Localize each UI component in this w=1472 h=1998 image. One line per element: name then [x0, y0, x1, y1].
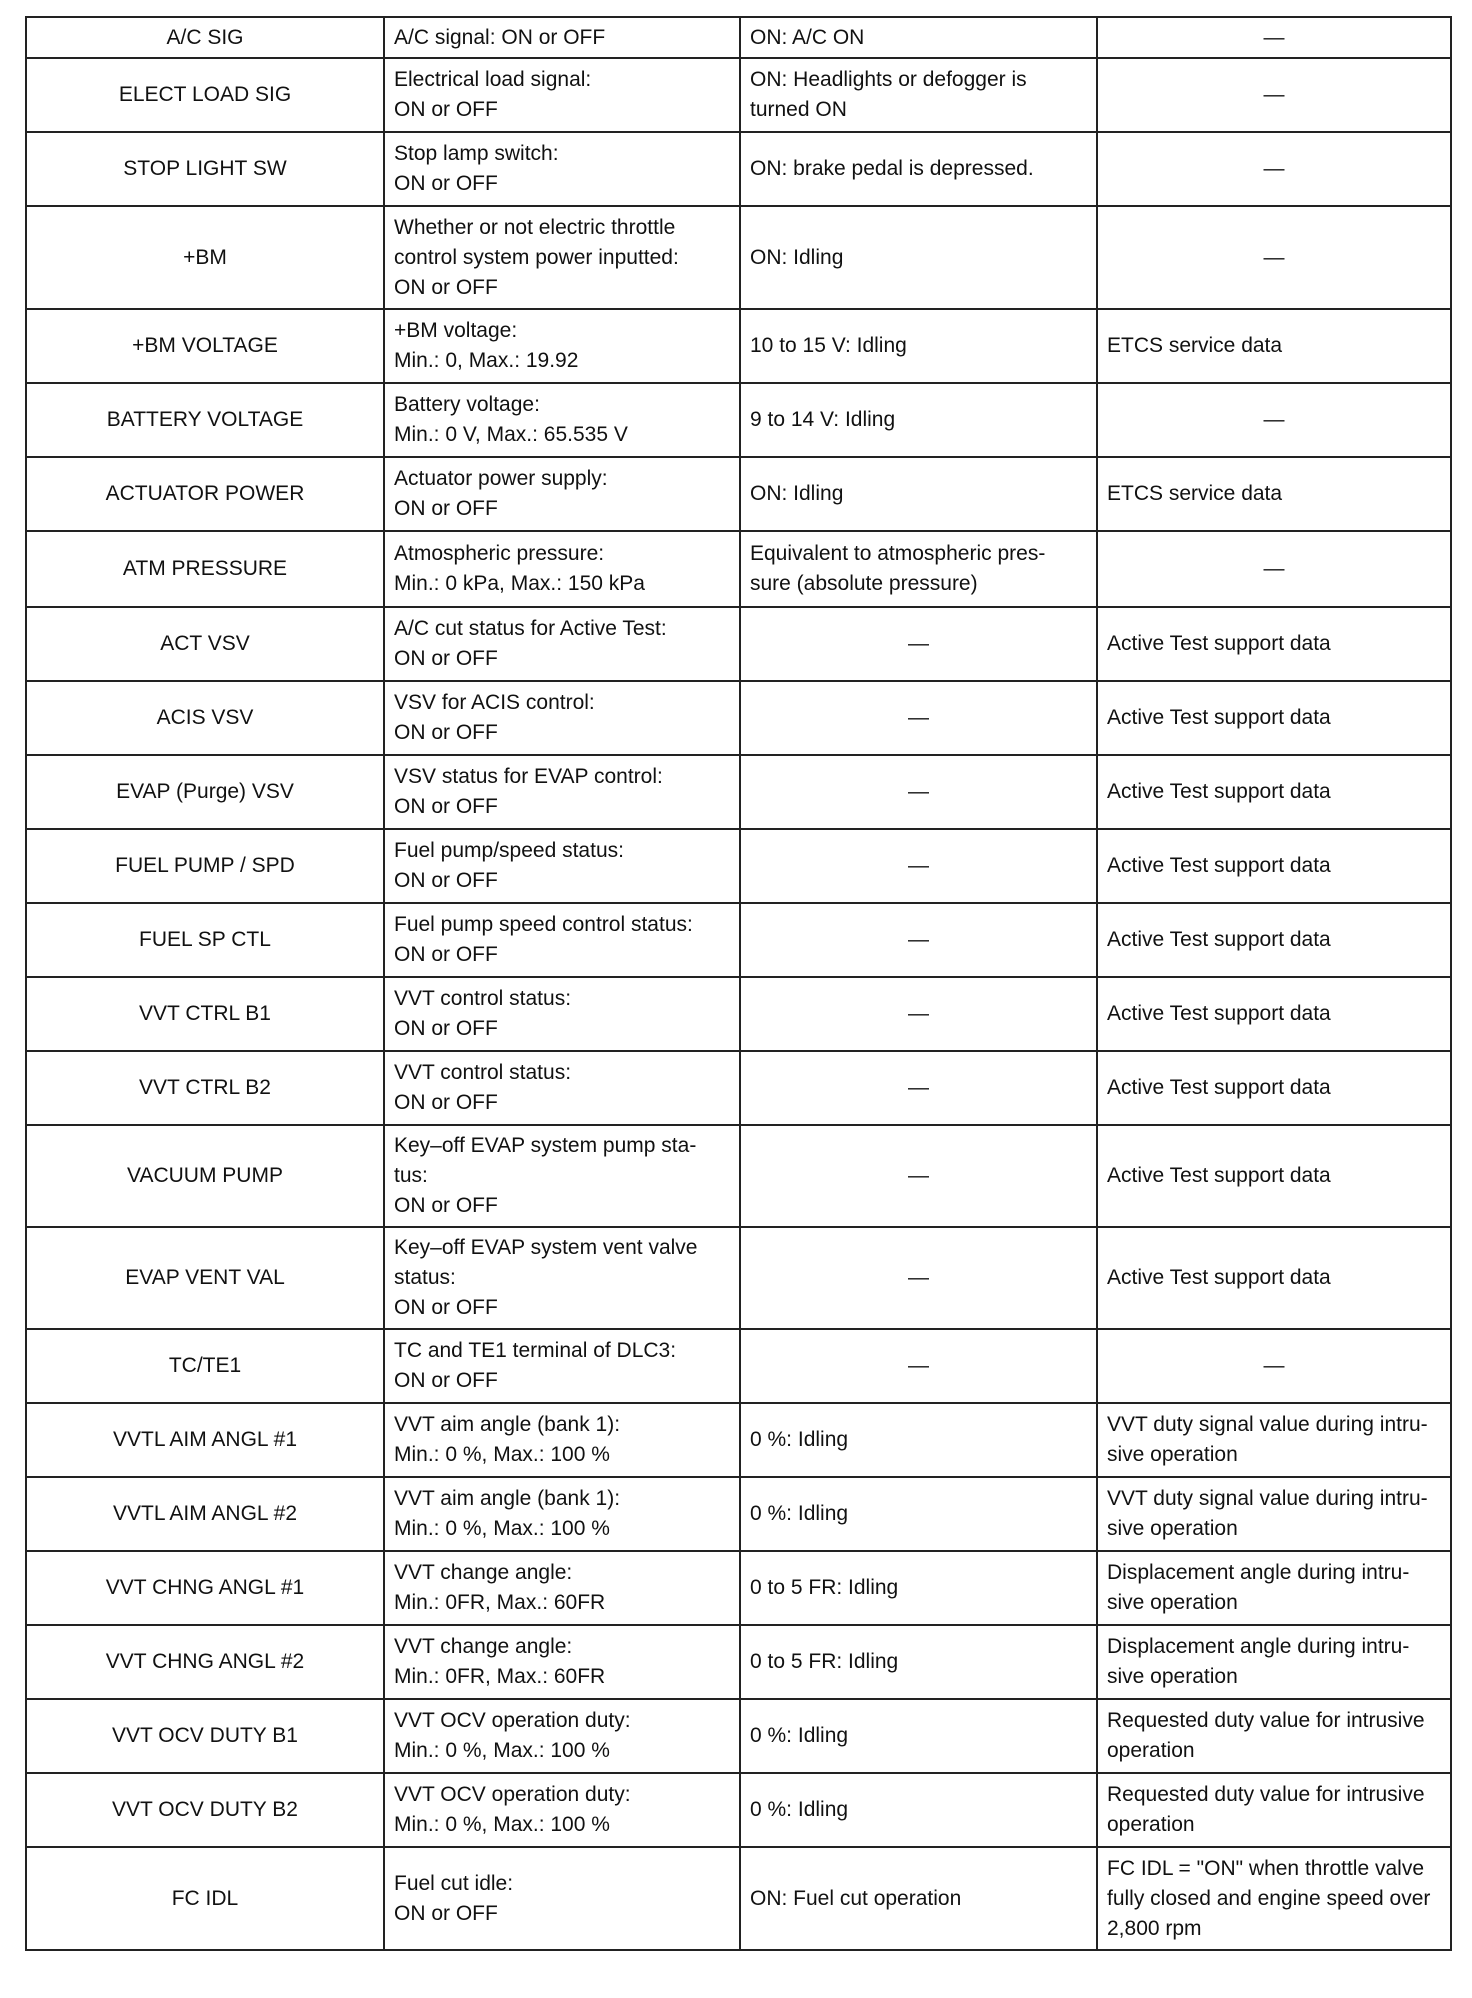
measurement-cell: VSV status for EVAP control: ON or OFF [384, 755, 740, 829]
measurement-cell: +BM voltage: Min.: 0, Max.: 19.92 [384, 309, 740, 383]
item-name-cell: FUEL SP CTL [26, 903, 384, 977]
table-row [26, 1125, 1451, 1227]
table-row [26, 977, 1451, 1051]
item-name-cell: VVT CTRL B1 [26, 977, 384, 1051]
normal-condition-cell: 10 to 15 V: Idling [740, 309, 1097, 383]
item-name-cell: A/C SIG [26, 17, 384, 58]
data-list-table [25, 16, 1452, 1951]
diagnostic-note-cell: VVT duty signal value during intru- sive operation [1097, 1403, 1451, 1477]
normal-condition-cell: — [740, 977, 1097, 1051]
measurement-cell: VVT aim angle (bank 1): Min.: 0 %, Max.: 100 % [384, 1403, 740, 1477]
normal-condition-cell: ON: Idling [740, 457, 1097, 531]
table-row [26, 309, 1451, 383]
table-row [26, 531, 1451, 607]
table-row [26, 1699, 1451, 1773]
data-list-sheet [25, 16, 1450, 1951]
item-name-cell: VVT OCV DUTY B2 [26, 1773, 384, 1847]
item-name-cell: VVTL AIM ANGL #1 [26, 1403, 384, 1477]
diagnostic-note-cell: ETCS service data [1097, 457, 1451, 531]
measurement-cell: Actuator power supply: ON or OFF [384, 457, 740, 531]
measurement-cell: Fuel pump/speed status: ON or OFF [384, 829, 740, 903]
normal-condition-cell: — [740, 1051, 1097, 1125]
measurement-cell: Atmospheric pressure: Min.: 0 kPa, Max.: 150 kPa [384, 531, 740, 607]
measurement-cell: VSV for ACIS control: ON or OFF [384, 681, 740, 755]
item-name-cell: ATM PRESSURE [26, 531, 384, 607]
diagnostic-note-cell: Active Test support data [1097, 1227, 1451, 1329]
table-row [26, 1773, 1451, 1847]
diagnostic-note-cell: — [1097, 1329, 1451, 1403]
diagnostic-note-cell: FC IDL = "ON" when throttle valve fully closed and engine speed over 2,800 rpm [1097, 1847, 1451, 1950]
item-name-cell: ACIS VSV [26, 681, 384, 755]
table-row [26, 607, 1451, 681]
measurement-cell: VVT aim angle (bank 1): Min.: 0 %, Max.: 100 % [384, 1477, 740, 1551]
item-name-cell: +BM VOLTAGE [26, 309, 384, 383]
normal-condition-cell: 9 to 14 V: Idling [740, 383, 1097, 457]
normal-condition-cell: 0 %: Idling [740, 1403, 1097, 1477]
normal-condition-cell: — [740, 1125, 1097, 1227]
table-row [26, 1477, 1451, 1551]
measurement-cell: VVT control status: ON or OFF [384, 1051, 740, 1125]
normal-condition-cell: — [740, 1329, 1097, 1403]
normal-condition-cell: 0 to 5 FR: Idling [740, 1625, 1097, 1699]
item-name-cell: ACTUATOR POWER [26, 457, 384, 531]
measurement-cell: Fuel pump speed control status: ON or OFF [384, 903, 740, 977]
item-name-cell: FC IDL [26, 1847, 384, 1950]
diagnostic-note-cell: Active Test support data [1097, 681, 1451, 755]
item-name-cell: BATTERY VOLTAGE [26, 383, 384, 457]
item-name-cell: FUEL PUMP / SPD [26, 829, 384, 903]
normal-condition-cell: — [740, 829, 1097, 903]
measurement-cell: VVT change angle: Min.: 0FR, Max.: 60FR [384, 1551, 740, 1625]
measurement-cell: Battery voltage: Min.: 0 V, Max.: 65.535 V [384, 383, 740, 457]
table-row [26, 1403, 1451, 1477]
diagnostic-note-cell: — [1097, 58, 1451, 132]
table-row [26, 1847, 1451, 1950]
table-row [26, 58, 1451, 132]
item-name-cell: VVT CHNG ANGL #1 [26, 1551, 384, 1625]
measurement-cell: Stop lamp switch: ON or OFF [384, 132, 740, 206]
diagnostic-note-cell: — [1097, 17, 1451, 58]
normal-condition-cell: ON: A/C ON [740, 17, 1097, 58]
diagnostic-note-cell: Active Test support data [1097, 977, 1451, 1051]
diagnostic-note-cell: Active Test support data [1097, 903, 1451, 977]
measurement-cell: Electrical load signal: ON or OFF [384, 58, 740, 132]
diagnostic-note-cell: — [1097, 383, 1451, 457]
table-row [26, 1551, 1451, 1625]
table-row [26, 457, 1451, 531]
diagnostic-note-cell: Requested duty value for intrusive operation [1097, 1699, 1451, 1773]
diagnostic-note-cell: Displacement angle during intru- sive operation [1097, 1625, 1451, 1699]
item-name-cell: VACUUM PUMP [26, 1125, 384, 1227]
item-name-cell: ELECT LOAD SIG [26, 58, 384, 132]
normal-condition-cell: — [740, 607, 1097, 681]
item-name-cell: VVT OCV DUTY B1 [26, 1699, 384, 1773]
measurement-cell: VVT control status: ON or OFF [384, 977, 740, 1051]
item-name-cell: ACT VSV [26, 607, 384, 681]
normal-condition-cell: ON: Fuel cut operation [740, 1847, 1097, 1950]
diagnostic-note-cell: — [1097, 531, 1451, 607]
normal-condition-cell: 0 %: Idling [740, 1477, 1097, 1551]
diagnostic-note-cell: Active Test support data [1097, 755, 1451, 829]
measurement-cell: A/C cut status for Active Test: ON or OFF [384, 607, 740, 681]
measurement-cell: Key–off EVAP system pump sta- tus: ON or OFF [384, 1125, 740, 1227]
table-row [26, 1051, 1451, 1125]
diagnostic-note-cell: Active Test support data [1097, 829, 1451, 903]
normal-condition-cell: ON: Headlights or defogger is turned ON [740, 58, 1097, 132]
diagnostic-note-cell: — [1097, 132, 1451, 206]
measurement-cell: VVT OCV operation duty: Min.: 0 %, Max.: 100 % [384, 1773, 740, 1847]
item-name-cell: EVAP VENT VAL [26, 1227, 384, 1329]
diagnostic-note-cell: — [1097, 206, 1451, 309]
normal-condition-cell: ON: brake pedal is depressed. [740, 132, 1097, 206]
diagnostic-note-cell: Requested duty value for intrusive operation [1097, 1773, 1451, 1847]
table-row [26, 1329, 1451, 1403]
diagnostic-note-cell: Active Test support data [1097, 607, 1451, 681]
normal-condition-cell: 0 to 5 FR: Idling [740, 1551, 1097, 1625]
normal-condition-cell: ON: Idling [740, 206, 1097, 309]
item-name-cell: +BM [26, 206, 384, 309]
table-row [26, 829, 1451, 903]
table-row [26, 206, 1451, 309]
item-name-cell: TC/TE1 [26, 1329, 384, 1403]
measurement-cell: VVT change angle: Min.: 0FR, Max.: 60FR [384, 1625, 740, 1699]
diagnostic-note-cell: Active Test support data [1097, 1051, 1451, 1125]
measurement-cell: Whether or not electric throttle control system power inputted: ON or OFF [384, 206, 740, 309]
item-name-cell: VVT CHNG ANGL #2 [26, 1625, 384, 1699]
table-row [26, 755, 1451, 829]
measurement-cell: TC and TE1 terminal of DLC3: ON or OFF [384, 1329, 740, 1403]
table-row [26, 383, 1451, 457]
table-row [26, 132, 1451, 206]
diagnostic-note-cell: ETCS service data [1097, 309, 1451, 383]
table-row [26, 903, 1451, 977]
item-name-cell: VVTL AIM ANGL #2 [26, 1477, 384, 1551]
table-row [26, 17, 1451, 58]
diagnostic-note-cell: Displacement angle during intru- sive operation [1097, 1551, 1451, 1625]
diagnostic-note-cell: Active Test support data [1097, 1125, 1451, 1227]
measurement-cell: Key–off EVAP system vent valve status: ON or OFF [384, 1227, 740, 1329]
normal-condition-cell: — [740, 903, 1097, 977]
item-name-cell: EVAP (Purge) VSV [26, 755, 384, 829]
measurement-cell: VVT OCV operation duty: Min.: 0 %, Max.: 100 % [384, 1699, 740, 1773]
normal-condition-cell: 0 %: Idling [740, 1699, 1097, 1773]
normal-condition-cell: 0 %: Idling [740, 1773, 1097, 1847]
table-row [26, 681, 1451, 755]
normal-condition-cell: — [740, 681, 1097, 755]
normal-condition-cell: — [740, 755, 1097, 829]
table-body [26, 17, 1451, 1950]
measurement-cell: Fuel cut idle: ON or OFF [384, 1847, 740, 1950]
table-row [26, 1227, 1451, 1329]
item-name-cell: VVT CTRL B2 [26, 1051, 384, 1125]
normal-condition-cell: Equivalent to atmospheric pres- sure (absolute pressure) [740, 531, 1097, 607]
normal-condition-cell: — [740, 1227, 1097, 1329]
item-name-cell: STOP LIGHT SW [26, 132, 384, 206]
table-row [26, 1625, 1451, 1699]
measurement-cell: A/C signal: ON or OFF [384, 17, 740, 58]
diagnostic-note-cell: VVT duty signal value during intru- sive operation [1097, 1477, 1451, 1551]
